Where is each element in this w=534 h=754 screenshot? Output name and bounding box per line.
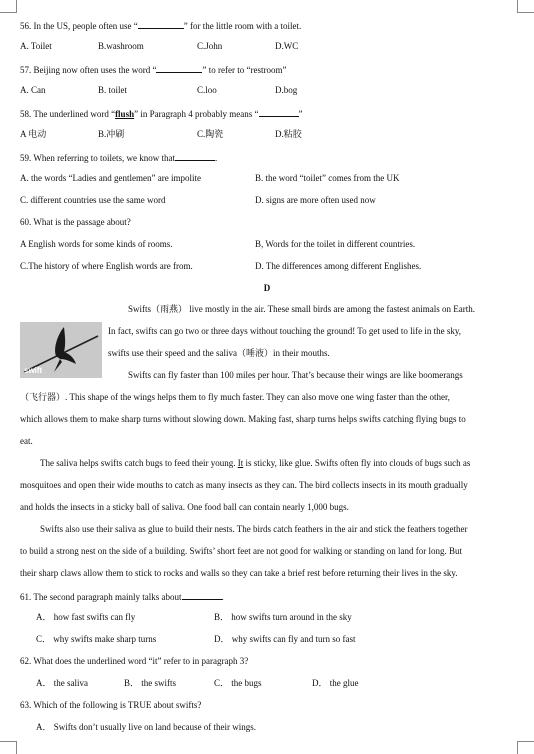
option-a: A. Toilet — [20, 41, 52, 51]
option-d: D.粘胶 — [275, 129, 302, 139]
option-c: C.陶瓷 — [197, 129, 224, 139]
image-caption: swift — [24, 366, 43, 375]
option-a: A English words for some kinds of rooms. — [20, 239, 173, 249]
p4-line-2: to build a strong nest on the side of a building. Swifts’ short feet are not good for walking or standing on land for long. But — [20, 546, 463, 556]
p3-line-1: The saliva helps swifts catch bugs to feed their young. It is sticky, like glue. Swifts often fly into clouds of bugs such as — [40, 458, 471, 468]
option-b: B, Words for the toilet in different countries. — [255, 239, 416, 249]
answer-blank — [182, 591, 222, 600]
question-63-stem: 63. Which of the following is TRUE about swifts? — [20, 700, 202, 710]
swift-image — [20, 322, 102, 378]
option-c: C.John — [197, 41, 223, 51]
underlined-word: flush — [115, 109, 135, 119]
answer-blank — [156, 64, 202, 73]
option-d: D.WC — [275, 41, 299, 51]
answer-blank — [175, 152, 215, 161]
section-heading: D — [263, 283, 271, 293]
option-d: D． why swifts can fly and turn so fast — [214, 634, 356, 644]
p3-line-2: mosquitoes and open their wide mouths to catch as many insects as they can. The bird collects insects in its mouth gradually — [20, 480, 468, 490]
question-58-stem: 58. The underlined word “flush” in Paragraph 4 probably means “ ” — [20, 109, 303, 119]
option-c: C.The history of where English words are from. — [20, 261, 193, 271]
underlined-it: It — [237, 458, 244, 468]
option-d: D.bog — [275, 85, 298, 95]
option-b: B． how swifts turn around in the sky — [214, 612, 352, 622]
option-b: B.washroom — [98, 41, 144, 51]
question-56-stem: 56. In the US, people often use “ ” for the little room with a toilet. — [20, 21, 302, 31]
option-c: C.loo — [197, 85, 217, 95]
option-c: C． why swifts make sharp turns — [36, 634, 157, 644]
option-a: A． the saliva — [36, 678, 88, 688]
p3-line-3: and holds the insects in a sticky ball of saliva. One food ball can contain nearly 1,000 bugs. — [20, 502, 349, 512]
question-61-stem: 61. The second paragraph mainly talks about . — [20, 592, 224, 602]
option-b: B. toilet — [98, 85, 127, 95]
option-b: B. the word “toilet” comes from the UK — [255, 173, 400, 183]
option-d: D． the glue — [312, 678, 359, 688]
option-b: B.冲刷 — [98, 129, 125, 139]
question-59-stem: 59. When referring to toilets, we know that . — [20, 153, 218, 163]
option-d: D. The differences among different Englishes. — [255, 261, 422, 271]
option-b: B． the swifts — [124, 678, 177, 688]
p4-line-3: their sharp claws allow them to stick to rocks and walls so they can take a brief rest before returning their lives in the sky. — [20, 568, 458, 578]
p4-line-1: Swifts also use their saliva as glue to build their nests. The birds catch feathers in the air and stick the feathers together — [40, 524, 468, 534]
p2-line-4: eat. — [20, 436, 33, 446]
p2-line-1: Swifts can fly faster than 100 miles per hour. That’s because their wings are like boomerangs — [128, 370, 463, 380]
p1-line-1: Swifts（雨燕） live mostly in the air. These small birds are among the fastest animals on Earth. — [128, 304, 476, 314]
p2-line-2: （飞行器）. This shape of the wings helps them to fly much faster. They can also move one wing faster than the other, — [20, 392, 450, 402]
option-d: D. signs are more often used now — [255, 195, 376, 205]
option-c: C． the bugs — [214, 678, 262, 688]
p1-line-3: swifts use their speed and the saliva（唾液）in their mouths. — [108, 348, 330, 358]
p2-line-3: which allows them to make sharp turns without slowing down. Making fast, sharp turns helps swifts catching flying bugs to — [20, 414, 466, 424]
answer-blank — [259, 108, 299, 117]
option-a: A． Swifts don’t usually live on land because of their wings. — [36, 722, 257, 732]
option-a: A 电动 — [20, 129, 47, 139]
option-a: A． how fast swifts can fly — [36, 612, 136, 622]
question-57-stem: 57. Beijing now often uses the word “ ” to refer to “restroom” — [20, 65, 287, 75]
question-60-stem: 60. What is the passage about? — [20, 217, 131, 227]
option-a: A. Can — [20, 85, 46, 95]
p1-line-2: In fact, swifts can go two or three days without touching the ground! To get used to life in the sky, — [108, 326, 462, 336]
option-c: C. different countries use the same word — [20, 195, 166, 205]
option-a: A. the words “Ladies and gentlemen” are impolite — [20, 173, 201, 183]
answer-blank — [138, 20, 184, 29]
question-62-stem: 62. What does the underlined word “it” refer to in paragraph 3? — [20, 656, 249, 666]
